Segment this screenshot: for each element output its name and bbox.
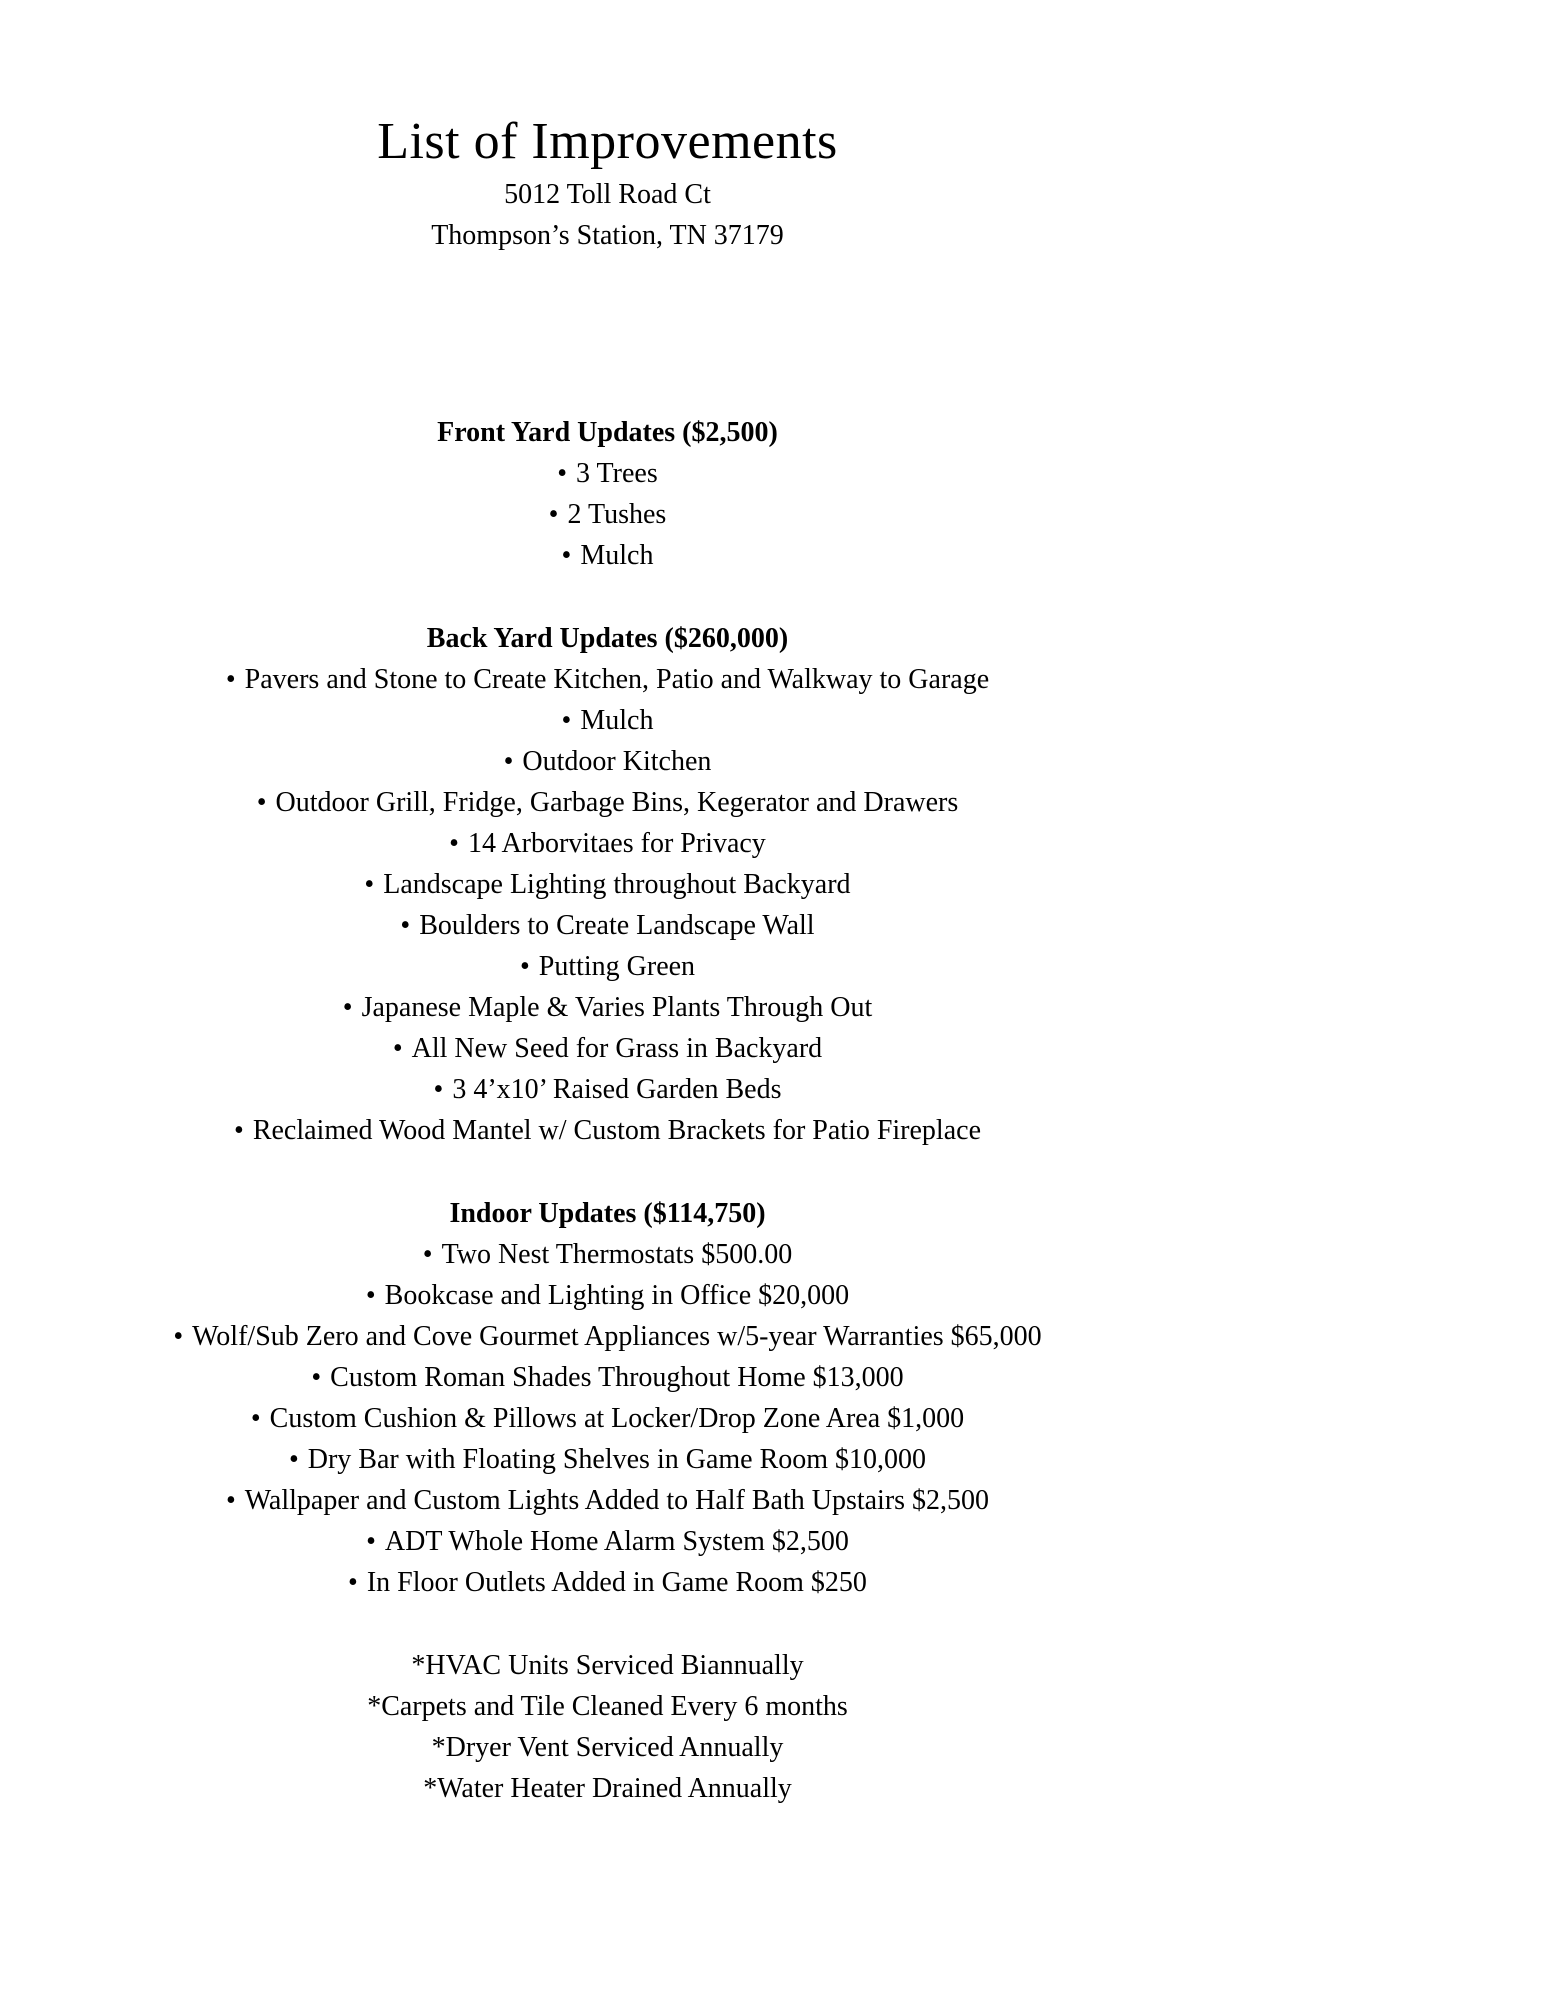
bullet-icon: • bbox=[348, 1567, 358, 1598]
list-item bbox=[0, 1234, 1215, 1275]
list-item-text: Outdoor Kitchen bbox=[522, 746, 712, 777]
list-item-text: Outdoor Grill, Fridge, Garbage Bins, Kegerator and Drawers bbox=[275, 787, 959, 818]
footnote-line: *HVAC Units Serviced Biannually bbox=[411, 1650, 804, 1681]
list-item-text: Mulch bbox=[580, 705, 654, 736]
list-item bbox=[0, 1110, 1215, 1151]
footnotes bbox=[0, 1645, 1215, 1809]
bullet-icon: • bbox=[311, 1362, 322, 1393]
bullet-icon: • bbox=[548, 499, 559, 530]
bullet-icon: • bbox=[234, 1115, 244, 1146]
list-item bbox=[0, 1398, 1215, 1439]
bullet-icon: • bbox=[561, 540, 572, 571]
list-item bbox=[0, 905, 1215, 946]
list-item-text: 2 Tushes bbox=[567, 499, 667, 530]
update-section bbox=[0, 618, 1215, 1151]
bullet-icon: • bbox=[366, 1526, 376, 1557]
list-item bbox=[0, 1316, 1215, 1357]
list-item bbox=[0, 1357, 1215, 1398]
bullet-icon: • bbox=[561, 705, 572, 736]
list-item-text: 14 Arborvitaes for Privacy bbox=[467, 828, 766, 859]
page-title: List of Improvements bbox=[377, 113, 838, 170]
list-item-text: Bookcase and Lighting in Office $20,000 bbox=[384, 1280, 850, 1311]
section-items bbox=[0, 453, 1215, 576]
list-item bbox=[0, 823, 1215, 864]
list-item-text: Dry Bar with Floating Shelves in Game Room $10,000 bbox=[307, 1444, 927, 1475]
list-item-text: Boulders to Create Landscape Wall bbox=[419, 910, 815, 941]
list-item-text: 3 Trees bbox=[576, 458, 658, 489]
section-items bbox=[0, 659, 1215, 1151]
bullet-icon: • bbox=[342, 992, 353, 1023]
list-item-text: Putting Green bbox=[538, 951, 696, 982]
bullet-icon: • bbox=[433, 1074, 444, 1105]
list-item-text: Custom Cushion & Pillows at Locker/Drop Zone Area $1,000 bbox=[269, 1403, 965, 1434]
list-item bbox=[0, 1275, 1215, 1316]
bullet-icon: • bbox=[225, 664, 236, 695]
list-item bbox=[0, 1480, 1215, 1521]
list-item bbox=[0, 864, 1215, 905]
sections-container bbox=[0, 412, 1215, 1603]
list-item-text: Landscape Lighting throughout Backyard bbox=[383, 869, 851, 900]
section-items bbox=[0, 1234, 1215, 1603]
update-section bbox=[0, 412, 1215, 576]
bullet-icon: • bbox=[364, 869, 375, 900]
list-item bbox=[0, 782, 1215, 823]
list-item bbox=[0, 1521, 1215, 1562]
list-item bbox=[0, 1439, 1215, 1480]
list-item-text: Pavers and Stone to Create Kitchen, Patio and Walkway to Garage bbox=[244, 664, 990, 695]
list-item-text: 3 4’x10’ Raised Garden Beds bbox=[452, 1074, 782, 1105]
bullet-icon: • bbox=[557, 458, 568, 489]
footnote-line: *Water Heater Drained Annually bbox=[423, 1773, 792, 1804]
list-item-text: Wolf/Sub Zero and Cove Gourmet Appliances w/5-year Warranties $65,000 bbox=[192, 1321, 1042, 1352]
list-item-text: Japanese Maple & Varies Plants Through Out bbox=[361, 992, 873, 1023]
list-item-text: Mulch bbox=[580, 540, 654, 571]
section-heading: Front Yard Updates ($2,500) bbox=[437, 417, 778, 448]
list-item-text: Reclaimed Wood Mantel w/ Custom Brackets for Patio Fireplace bbox=[252, 1115, 981, 1146]
list-item bbox=[0, 1069, 1215, 1110]
list-item bbox=[0, 741, 1215, 782]
bullet-icon: • bbox=[288, 1444, 299, 1475]
list-item bbox=[0, 659, 1215, 700]
section-heading: Back Yard Updates ($260,000) bbox=[426, 623, 789, 654]
list-item bbox=[0, 494, 1215, 535]
list-item bbox=[0, 1028, 1215, 1069]
list-item-text: All New Seed for Grass in Backyard bbox=[411, 1033, 823, 1064]
address-line-1: 5012 Toll Road Ct bbox=[504, 179, 711, 210]
section-heading: Indoor Updates ($114,750) bbox=[449, 1198, 766, 1229]
bullet-icon: • bbox=[422, 1239, 433, 1270]
list-item-text: Two Nest Thermostats $500.00 bbox=[441, 1239, 793, 1270]
list-item bbox=[0, 1562, 1215, 1603]
bullet-icon: • bbox=[173, 1321, 184, 1352]
bullet-icon: • bbox=[449, 828, 459, 859]
bullet-icon: • bbox=[365, 1280, 376, 1311]
bullet-icon: • bbox=[225, 1485, 236, 1516]
bullet-icon: • bbox=[519, 951, 530, 982]
bullet-icon: • bbox=[256, 787, 267, 818]
bullet-icon: • bbox=[392, 1033, 403, 1064]
footnote-line: *Carpets and Tile Cleaned Every 6 months bbox=[367, 1691, 848, 1722]
list-item bbox=[0, 535, 1215, 576]
list-item-text: In Floor Outlets Added in Game Room $250 bbox=[366, 1567, 867, 1598]
bullet-icon: • bbox=[503, 746, 514, 777]
list-item-text: Custom Roman Shades Throughout Home $13,000 bbox=[330, 1362, 904, 1393]
list-item bbox=[0, 946, 1215, 987]
footnote-line: *Dryer Vent Serviced Annually bbox=[431, 1732, 784, 1763]
address-line-2: Thompson’s Station, TN 37179 bbox=[431, 220, 784, 251]
bullet-icon: • bbox=[250, 1403, 261, 1434]
list-item-text: Wallpaper and Custom Lights Added to Half Bath Upstairs $2,500 bbox=[244, 1485, 990, 1516]
list-item bbox=[0, 700, 1215, 741]
update-section bbox=[0, 1193, 1215, 1603]
list-item bbox=[0, 987, 1215, 1028]
list-item bbox=[0, 453, 1215, 494]
list-item-text: ADT Whole Home Alarm System $2,500 bbox=[384, 1526, 849, 1557]
bullet-icon: • bbox=[400, 910, 411, 941]
